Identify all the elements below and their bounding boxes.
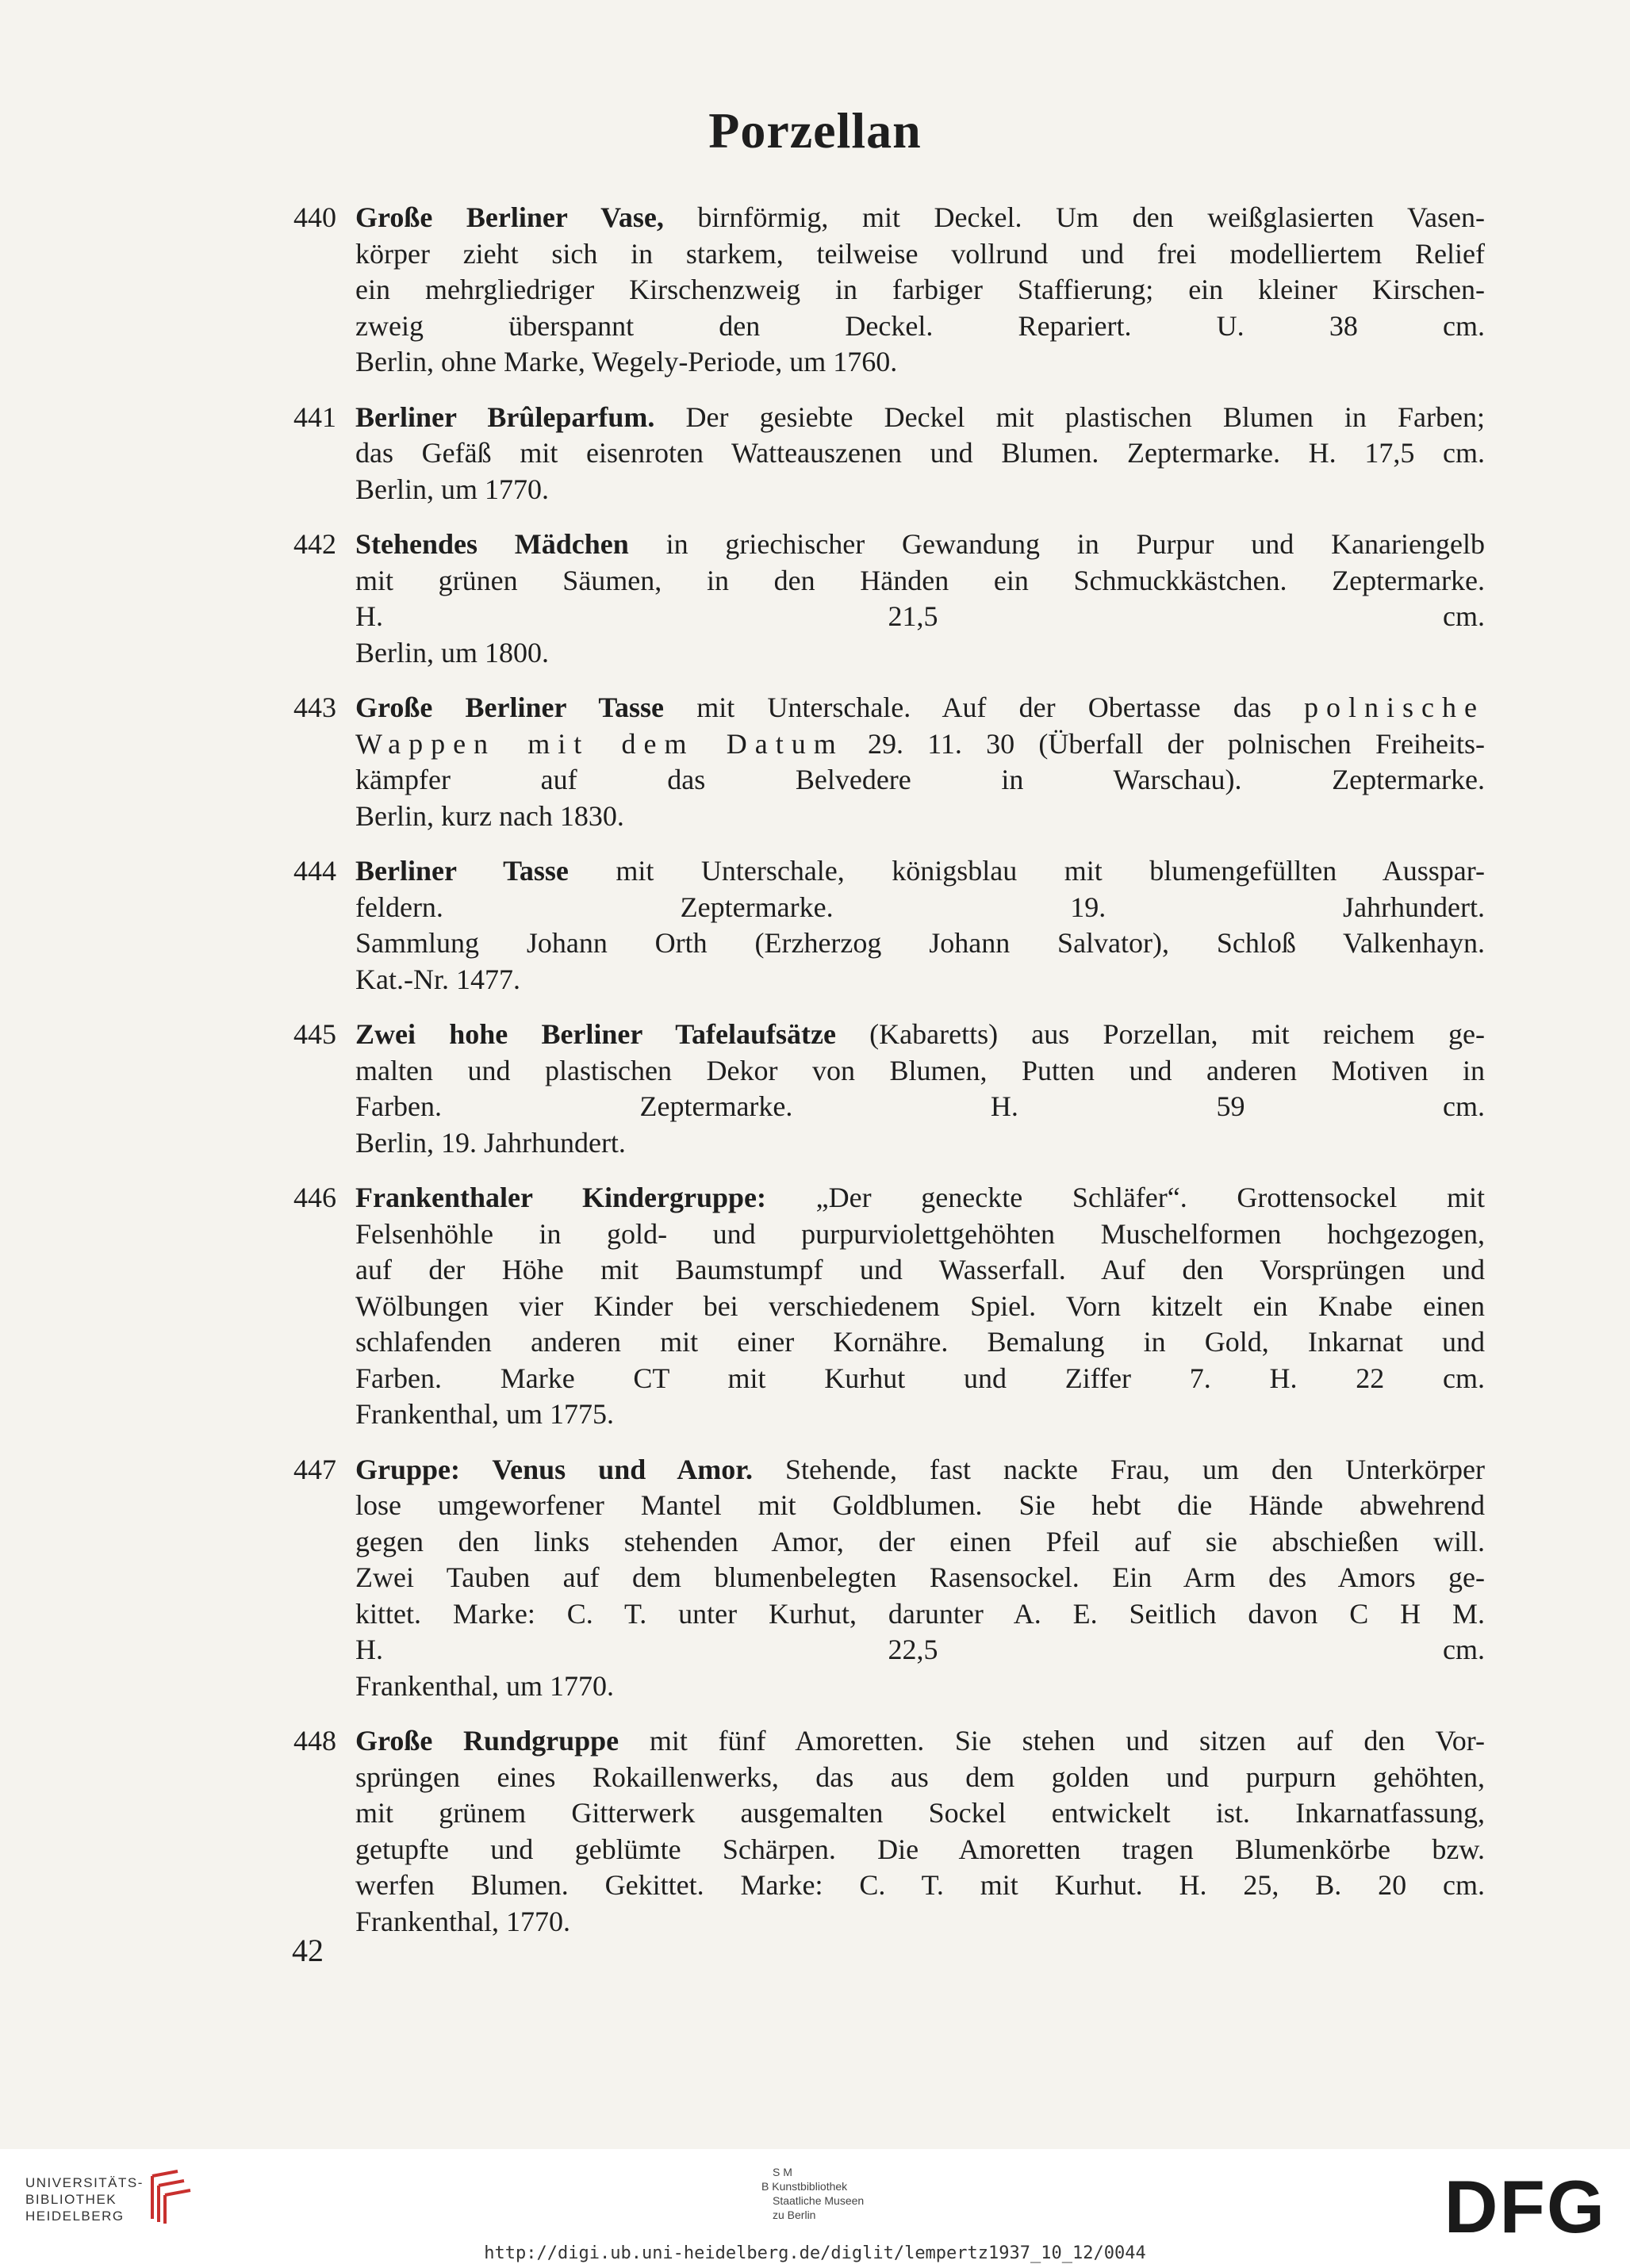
entry-line (355, 799, 1485, 835)
entry-text: Berlin, um 1800. (355, 636, 549, 669)
university-line: HEIDELBERG (25, 2209, 125, 2224)
catalog-entry (293, 1180, 1485, 1433)
entry-line (355, 472, 1485, 508)
entry-line (355, 1125, 1485, 1162)
center-line: S M (773, 2166, 792, 2178)
entry-text: mit fünf Amoretten. Sie stehen und sitzen auf den Vor- (619, 1725, 1485, 1757)
catalog-entry (293, 1452, 1485, 1705)
entry-line (355, 1560, 1485, 1596)
entry-title: Berliner Brûleparfum. (355, 400, 655, 433)
entry-line (355, 236, 1485, 273)
entry-text: mit Unterschale. Auf der Obertasse das (664, 692, 1305, 723)
entry-line (355, 1252, 1485, 1289)
entry-text: Sammlung Johann Orth (Erzherzog Johann Salvator), Schloß Valkenhayn. (355, 927, 1485, 959)
catalog-entry (293, 527, 1485, 671)
entry-text: sprüngen eines Rokaillenwerks, das aus dem golden und purpurn gehöhten, (355, 1760, 1485, 1793)
page-number: 42 (292, 1933, 324, 1968)
permalink-url[interactable]: http://digi.ub.uni-heidelberg.de/diglit/lempertz1937_10_12/0044 (484, 2243, 1146, 2263)
center-line: Staatliche Museen (773, 2194, 865, 2207)
entry-text: mit grünem Gitterwerk ausgemalten Sockel entwickelt ist. Inkarnatfassung, (355, 1797, 1485, 1829)
entry-line (355, 308, 1485, 345)
entry-line (355, 1396, 1485, 1433)
entry-number: 440 (293, 201, 336, 233)
entry-text: zweig überspannt den Deckel. Repariert. U. 38 cm. (355, 309, 1485, 342)
entry-text: Frankenthal, 1770. (355, 1905, 570, 1937)
entry-line (355, 925, 1485, 962)
entry-line (355, 635, 1485, 672)
entry-line (355, 1760, 1485, 1796)
entry-line (355, 1017, 1485, 1053)
entry-text: Stehende, fast nackte Frau, um den Unterkörper (752, 1453, 1485, 1485)
entry-text: Kat.-Nr. 1477. (355, 963, 520, 995)
entry-number: 448 (293, 1725, 336, 1757)
heidelberg-library-logo-icon[interactable] (146, 2170, 194, 2225)
entry-line (355, 1832, 1485, 1868)
entry-text: mit Unterschale, königsblau mit blumengefüllten Ausspar- (568, 855, 1485, 887)
entry-title: Zwei hohe Berliner Tafelaufsätze (355, 1018, 836, 1050)
entry-number: 441 (293, 400, 336, 433)
entry-text: malten und plastischen Dekor von Blumen, Putten und anderen Motiven in (355, 1054, 1485, 1086)
entry-text: ein mehrgliedriger Kirschenzweig in farbiger Staffierung; ein kleiner Kirschen- (355, 274, 1485, 305)
catalog-entries (293, 200, 1485, 1959)
entry-text: Frankenthal, um 1775. (355, 1398, 614, 1430)
center-line: zu Berlin (773, 2209, 816, 2221)
entry-line (355, 400, 1485, 436)
entry-text: kämpfer auf das Belvedere in Warschau). Zeptermarke. (355, 764, 1485, 795)
center-line: B Kunstbibliothek (761, 2180, 848, 2193)
university-library-logo-text[interactable] (25, 2174, 144, 2224)
entry-line (355, 1904, 1485, 1940)
entry-text: gegen den links stehenden Amor, der einen Pfeil auf sie abschießen will. (355, 1525, 1485, 1557)
entry-title: Große Berliner Tasse (355, 692, 665, 723)
entry-line (355, 1488, 1485, 1524)
entry-line (355, 1324, 1485, 1361)
entry-number: 446 (293, 1182, 336, 1213)
entry-line (355, 853, 1485, 890)
entry-text: lose umgeworfener Mantel mit Goldblumen. Sie hebt die Hände abwehrend (355, 1489, 1485, 1521)
entry-line (355, 1795, 1485, 1832)
entry-text: körper zieht sich in starkem, teilweise vollrund und frei modelliertem Relief (355, 237, 1485, 270)
entry-text: das Gefäß mit eisenroten Watteauszenen und Blumen. Zeptermarke. H. 17,5 cm. (355, 437, 1485, 469)
entry-text: birnförmig, mit Deckel. Um den weißglasierten Vasen- (663, 201, 1485, 233)
entry-line (355, 1289, 1485, 1325)
entry-line (355, 1452, 1485, 1488)
entry-text: Farben. Marke CT mit Kurhut und Ziffer 7. H. 22 cm. (355, 1362, 1485, 1394)
entry-text: Berlin, 19. Jahrhundert. (355, 1126, 626, 1159)
entry-number: 443 (293, 692, 336, 723)
entry-line (355, 563, 1485, 600)
entry-text: Berlin, um 1770. (355, 473, 549, 505)
entry-text: 29. 11. 30 (Überfall der polnischen Freiheits- (843, 727, 1485, 760)
entry-number: 442 (293, 528, 336, 560)
catalog-entry (293, 853, 1485, 998)
entry-line (355, 200, 1485, 236)
entry-number: 445 (293, 1018, 336, 1050)
catalog-entry (293, 400, 1485, 508)
catalog-entry (293, 1017, 1485, 1161)
entry-text: H. 21,5 cm. (355, 600, 1485, 632)
entry-line (355, 272, 1485, 308)
entry-line (355, 599, 1485, 635)
entry-number: 444 (293, 855, 336, 887)
entry-text: getupfte und geblümte Schärpen. Die Amoretten tragen Blumenkörbe bzw. (355, 1833, 1485, 1865)
entry-text: (Kabaretts) aus Porzellan, mit reichem ge- (835, 1018, 1485, 1050)
entry-text: in griechischer Gewandung in Purpur und Kanariengelb (628, 528, 1485, 560)
entry-text: Der gesiebte Deckel mit plastischen Blumen in Farben; (654, 400, 1485, 433)
entry-title: Große Berliner Vase, (355, 201, 664, 233)
entry-text: Frankenthal, um 1770. (355, 1669, 614, 1702)
page-heading: Porzellan (708, 102, 922, 159)
entry-title: Stehendes Mädchen (355, 528, 629, 560)
entry-line (355, 1089, 1485, 1125)
entry-line (355, 762, 1485, 799)
entry-text: schlafenden anderen mit einer Kornähre. Bemalung in Gold, Inkarnat und (355, 1326, 1485, 1358)
entry-line (355, 1632, 1485, 1668)
entry-text: auf der Höhe mit Baumstumpf und Wasserfall. Auf den Vorsprüngen und (355, 1254, 1485, 1285)
catalog-entry (293, 200, 1485, 381)
entry-number: 447 (293, 1453, 336, 1485)
entry-line (355, 726, 1485, 763)
entry-line (355, 1723, 1485, 1760)
entry-line (355, 435, 1485, 472)
entry-line (355, 1180, 1485, 1216)
entry-line (355, 1668, 1485, 1705)
spaced-text: Wappen mit dem Datum (355, 727, 844, 760)
entry-title: Große Rundgruppe (355, 1725, 619, 1757)
entry-text: Felsenhöhle in gold- und purpurviolettgehöhten Muschelformen hochgezogen, (355, 1217, 1485, 1250)
entry-line (355, 527, 1485, 563)
kunstbibliothek-logo (761, 2165, 864, 2222)
entry-title: Berliner Tasse (355, 855, 569, 887)
dfg-logo[interactable]: DFG (1444, 2165, 1606, 2248)
entry-line (355, 1216, 1485, 1253)
entry-line (355, 344, 1485, 381)
entry-line (355, 1524, 1485, 1561)
spaced-text: polnische (1304, 692, 1485, 723)
entry-title: Frankenthaler Kindergruppe: (355, 1182, 766, 1213)
entry-title: Gruppe: Venus und Amor. (355, 1453, 753, 1485)
footer-bar (0, 2149, 1630, 2268)
entry-text: kittet. Marke: C. T. unter Kurhut, darunter A. E. Seitlich davon C H M. (355, 1597, 1485, 1630)
catalog-entry (293, 1723, 1485, 1940)
entry-text: Zwei Tauben auf dem blumenbelegten Rasensockel. Ein Arm des Amors ge- (355, 1561, 1485, 1593)
entry-text: Berlin, kurz nach 1830. (355, 799, 624, 832)
entry-text: Farben. Zeptermarke. H. 59 cm. (355, 1090, 1485, 1122)
entry-text: werfen Blumen. Gekittet. Marke: C. T. mit Kurhut. H. 25, B. 20 cm. (355, 1869, 1485, 1901)
entry-text: mit grünen Säumen, in den Händen ein Schmuckkästchen. Zeptermarke. (355, 564, 1485, 596)
entry-line (355, 890, 1485, 926)
entry-line (355, 1053, 1485, 1090)
entry-line (355, 962, 1485, 998)
entry-text: Wölbungen vier Kinder bei verschiedenem Spiel. Vorn kitzelt ein Knabe einen (355, 1289, 1485, 1322)
entry-text: H. 22,5 cm. (355, 1634, 1485, 1665)
university-line: BIBLIOTHEK (25, 2192, 117, 2207)
entry-text: „Der geneckte Schläfer“. Grottensockel mit (766, 1182, 1485, 1213)
university-line: UNIVERSITÄTS- (25, 2175, 144, 2190)
entry-text: Berlin, ohne Marke, Wegely-Periode, um 1760. (355, 346, 898, 377)
entry-line (355, 1596, 1485, 1633)
catalog-entry (293, 690, 1485, 834)
entry-line (355, 1868, 1485, 1904)
entry-line (355, 690, 1485, 726)
entry-line (355, 1361, 1485, 1397)
entry-text: feldern. Zeptermarke. 19. Jahrhundert. (355, 891, 1485, 923)
